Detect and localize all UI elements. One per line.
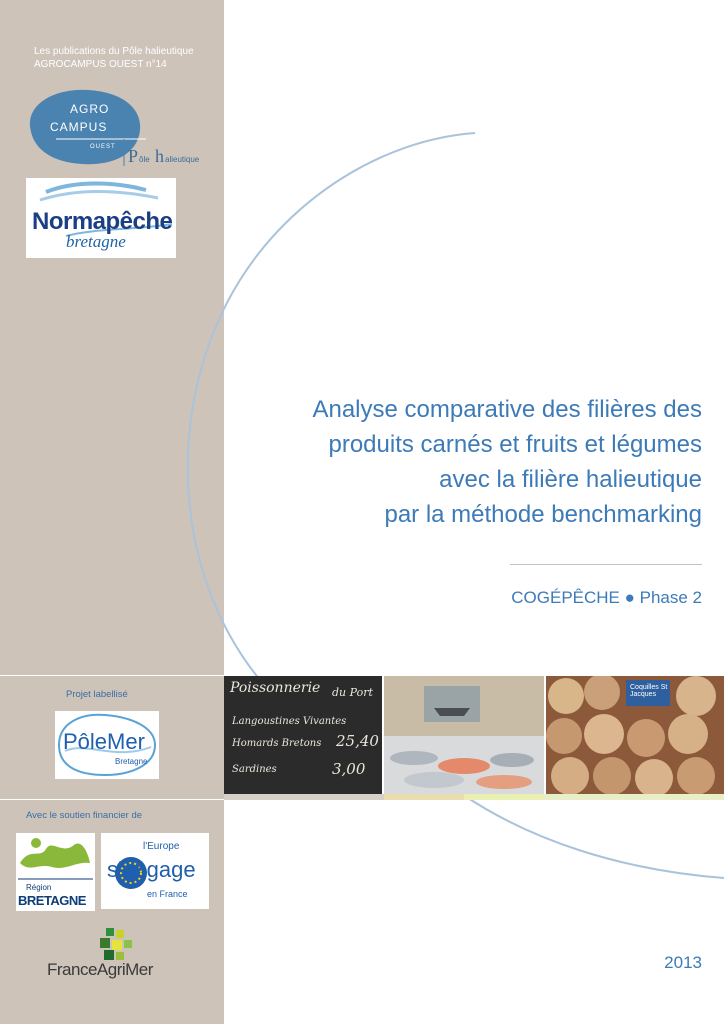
chalk-line-2: Homards Bretons [232, 738, 322, 749]
europe-line1: l'Europe [143, 841, 180, 852]
projet-label: Projet labellisé [66, 689, 128, 700]
normapeche-sub: bretagne [66, 232, 126, 251]
europe-line2: s'engage [107, 857, 196, 882]
normapeche-name: Normapêche [32, 208, 173, 235]
chalk-line-1: Langoustines Vivantes [232, 716, 347, 727]
chalk-price-2: 25,40 [336, 732, 379, 750]
title-rule [510, 564, 702, 565]
publication-year: 2013 [664, 953, 702, 972]
title-line-1: Analyse comparative des filières des [312, 396, 702, 423]
scallops-photo [546, 676, 724, 794]
franceagrimer-name: FranceAgriMer [47, 960, 153, 979]
agro-line1: AGRO [70, 102, 110, 116]
chalk-price-3: 3,00 [332, 760, 366, 778]
scallop-price-tag: Coquilles St Jacques [630, 684, 668, 698]
agro-line2: CAMPUS [50, 120, 108, 134]
fish-counter-photo [384, 676, 544, 794]
pole-p: P [128, 146, 139, 166]
polemer-sub: Bretagne [115, 757, 148, 766]
agro-line3: OUEST [90, 144, 116, 150]
region-line2: BRETAGNE [18, 893, 86, 908]
title-line-4: par la méthode benchmarking [384, 501, 702, 528]
document-subtitle: COGÉPÊCHE ● Phase 2 [511, 588, 702, 607]
polemer-name: PôleMer [63, 729, 145, 754]
title-line-3: avec la filière halieutique [439, 466, 702, 493]
pole-text-1: ôle [139, 155, 150, 164]
pole-h: h [155, 146, 164, 166]
document-title [232, 392, 702, 532]
color-stripe [224, 794, 724, 800]
region-line1: Région [26, 883, 52, 892]
chalk-line-3: Sardines [232, 764, 277, 775]
title-line-2: produits carnés et fruits et légumes [328, 431, 702, 458]
chalk-heading-2: du Port [332, 686, 373, 699]
chalkboard-photo [224, 676, 382, 794]
series-line-2: AGROCAMPUS OUEST n°14 [34, 59, 167, 70]
europe-line3: en France [147, 889, 188, 899]
photo-strip [224, 676, 724, 794]
soutien-label: Avec le soutien financier de [26, 810, 143, 821]
chalk-heading-1: Poissonnerie [230, 680, 321, 696]
pole-text-2: alieutique [165, 155, 200, 164]
series-line-1: Les publications du Pôle halieutique [34, 46, 194, 57]
